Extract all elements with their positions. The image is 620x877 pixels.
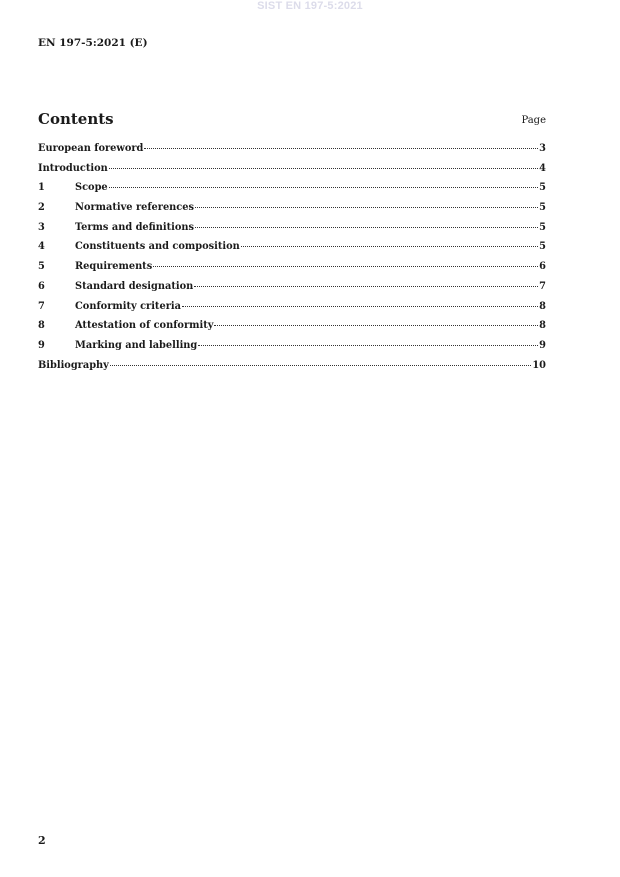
toc-entry-number: 3 bbox=[38, 221, 45, 233]
dot-leader bbox=[194, 286, 538, 287]
toc-entry-label: Introduction bbox=[38, 162, 108, 174]
toc-entry-conformity-criteria[interactable] bbox=[38, 301, 546, 321]
dot-leader bbox=[109, 187, 539, 188]
toc-entry-terms-and-definitions[interactable] bbox=[38, 222, 546, 242]
page-column-label: Page bbox=[521, 115, 546, 126]
toc-entry-european-foreword[interactable] bbox=[38, 143, 546, 163]
toc-entry-page: 10 bbox=[532, 359, 546, 371]
toc-entry-scope[interactable] bbox=[38, 182, 546, 202]
toc-entry-page: 7 bbox=[539, 280, 546, 292]
toc-entry-standard-designation[interactable] bbox=[38, 281, 546, 301]
dot-leader bbox=[182, 306, 538, 307]
toc-entry-page: 5 bbox=[539, 182, 546, 194]
toc-entry-number: 5 bbox=[38, 261, 45, 273]
toc-entry-label: European foreword bbox=[38, 143, 144, 154]
contents-title: Contents bbox=[38, 110, 114, 128]
toc-entry-number: 4 bbox=[38, 241, 45, 253]
toc-entry-constituents-and-composition[interactable] bbox=[38, 241, 546, 261]
dot-leader bbox=[195, 227, 538, 228]
dot-leader bbox=[153, 266, 538, 267]
toc-entry-page: 6 bbox=[539, 261, 546, 273]
toc-entry-label: Conformity criteria bbox=[75, 300, 181, 312]
toc-entry-attestation-of-conformity[interactable] bbox=[38, 320, 546, 340]
toc-entry-page: 8 bbox=[539, 320, 546, 332]
toc-entry-page: 3 bbox=[539, 143, 546, 154]
toc-entry-introduction[interactable] bbox=[38, 163, 546, 183]
toc-entry-normative-references[interactable] bbox=[38, 202, 546, 222]
dot-leader bbox=[195, 207, 538, 208]
footer-page-number: 2 bbox=[38, 834, 46, 847]
toc-entry-label: Standard designation bbox=[75, 280, 194, 292]
dot-leader bbox=[198, 345, 538, 346]
toc-entry-label: Normative references bbox=[75, 202, 195, 214]
document-id-header: EN 197-5:2021 (E) bbox=[38, 37, 148, 49]
toc-entry-number: 1 bbox=[38, 182, 45, 194]
toc-entry-label: Marking and labelling bbox=[75, 339, 198, 351]
toc-entry-page: 8 bbox=[539, 300, 546, 312]
toc-entry-label: Terms and definitions bbox=[75, 221, 195, 233]
toc-entry-number: 6 bbox=[38, 280, 45, 292]
dot-leader bbox=[109, 168, 538, 169]
toc-entry-label: Requirements bbox=[75, 261, 153, 273]
dot-leader bbox=[144, 148, 538, 149]
toc-entry-number: 7 bbox=[38, 300, 45, 312]
toc-entry-number: 2 bbox=[38, 202, 45, 214]
dot-leader bbox=[241, 246, 538, 247]
toc-entry-page: 9 bbox=[539, 339, 546, 351]
toc-entry-number: 9 bbox=[38, 339, 45, 351]
toc-entry-page: 5 bbox=[539, 221, 546, 233]
toc-entry-label: Attestation of conformity bbox=[75, 320, 214, 332]
toc-entry-requirements[interactable] bbox=[38, 261, 546, 281]
toc-entry-page: 5 bbox=[539, 202, 546, 214]
table-of-contents bbox=[38, 143, 546, 379]
toc-entry-label: Constituents and composition bbox=[75, 241, 240, 253]
dot-leader bbox=[214, 325, 538, 326]
dot-leader bbox=[110, 365, 532, 366]
watermark: SIST EN 197-5:2021 bbox=[257, 0, 363, 12]
toc-entry-bibliography[interactable] bbox=[38, 360, 546, 380]
toc-entry-label: Scope bbox=[75, 182, 108, 194]
toc-entry-number: 8 bbox=[38, 320, 45, 332]
toc-entry-marking-and-labelling[interactable] bbox=[38, 340, 546, 360]
toc-entry-page: 5 bbox=[539, 241, 546, 253]
toc-entry-label: Bibliography bbox=[38, 359, 109, 371]
toc-entry-page: 4 bbox=[539, 162, 546, 174]
